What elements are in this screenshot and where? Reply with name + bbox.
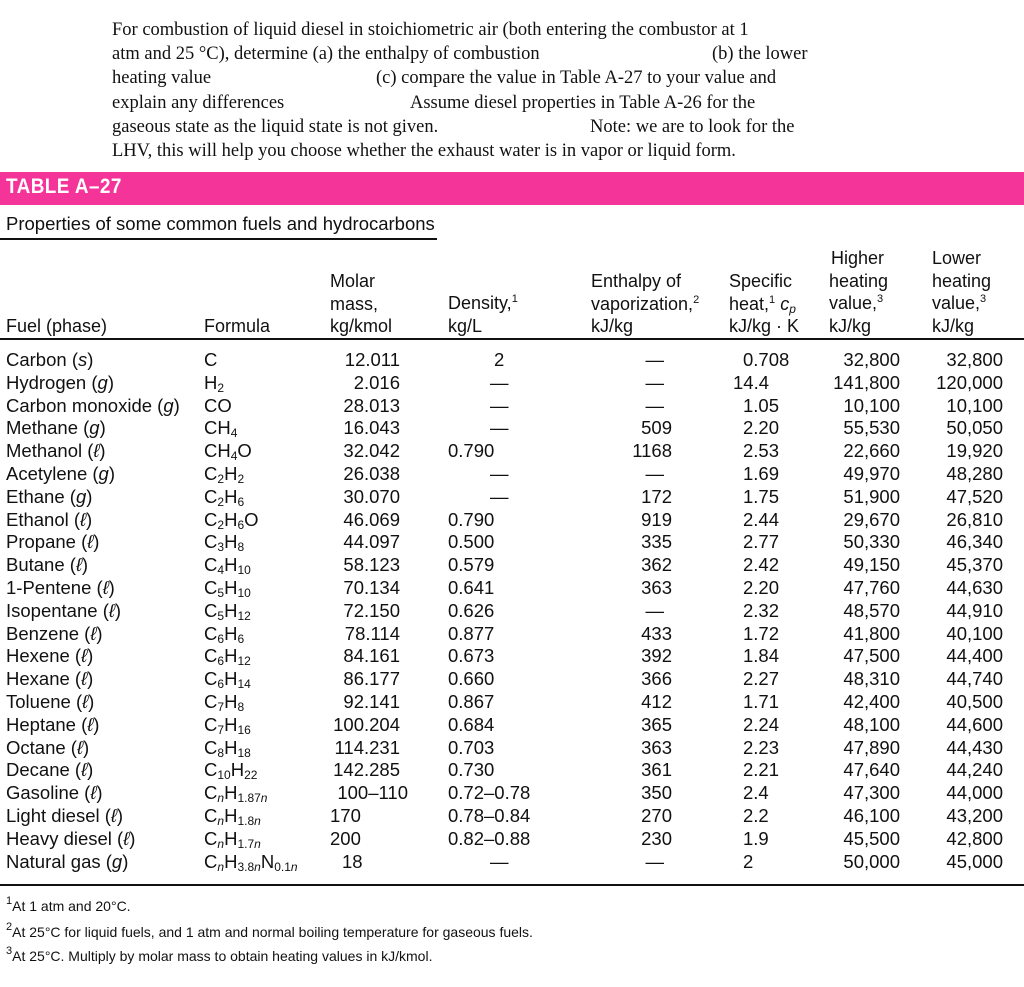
fuel-formula: $C_2H_6$ xyxy=(204,485,245,509)
cell-lhv: 43,200 xyxy=(946,805,1003,826)
cell-hhv: 48,570 xyxy=(843,599,900,621)
cell-vap: 919 xyxy=(641,508,672,530)
rule-header xyxy=(0,338,1024,340)
cell-hhv: 49,970 xyxy=(843,463,900,484)
problem-text: explain any differences xyxy=(112,92,285,113)
fuel-formula: $C_5H_{12}$ xyxy=(204,599,251,623)
fuel-formula: $H_2$ xyxy=(204,371,225,395)
cell-lhv: 46,340 xyxy=(946,531,1003,553)
problem-text: Note: we are to look for the xyxy=(590,116,795,137)
fuel-name: Heavy diesel (ℓ) xyxy=(6,827,136,849)
fuel-formula: $C_6H_{12}$ xyxy=(204,645,251,669)
cell-density: 0.579 xyxy=(448,554,495,576)
cell-density: 0.626 xyxy=(448,599,495,621)
cell-cp: 0.708 xyxy=(743,349,790,370)
cell-density: — xyxy=(490,485,509,507)
cell-density: 0.790 xyxy=(448,440,495,462)
cell-molar: 170 xyxy=(330,805,361,826)
problem-line xyxy=(112,91,872,115)
cell-hhv: 46,100 xyxy=(843,805,900,826)
cell-cp: 2.32 xyxy=(743,599,780,621)
fuel-formula: $C_6H_{14}$ xyxy=(204,668,251,692)
cell-cp: 1.9 xyxy=(743,827,769,849)
cell-cp: 1.71 xyxy=(743,691,780,712)
cell-cp: 2.21 xyxy=(743,759,780,781)
header-molar: Molar mass, kg/kmol xyxy=(330,271,393,336)
cell-molar: 86.177 xyxy=(343,668,400,690)
cell-molar: 12.011 xyxy=(344,349,400,370)
cell-molar: 28.013 xyxy=(343,394,400,416)
fuel-formula: CO xyxy=(204,394,232,416)
cell-vap: — xyxy=(645,463,664,484)
fuel-formula: $C_5H_{10}$ xyxy=(204,577,251,600)
fuel-name: 1-Pentene (ℓ) xyxy=(6,577,115,598)
cell-cp: 2 xyxy=(743,850,754,872)
cell-cp: 14.4 xyxy=(733,371,770,393)
cell-hhv: 47,300 xyxy=(843,782,900,804)
cell-cp: 2.42 xyxy=(743,554,780,576)
cell-vap: 335 xyxy=(641,531,672,553)
cell-vap: 1168 xyxy=(632,440,672,462)
cell-vap: — xyxy=(645,371,664,393)
cell-hhv: 42,400 xyxy=(843,691,900,712)
cell-lhv: 44,910 xyxy=(946,599,1003,621)
cell-hhv: 22,660 xyxy=(843,440,900,462)
fuel-name: Methane (g) xyxy=(6,417,106,439)
cell-lhv: 32,800 xyxy=(946,349,1003,370)
cell-lhv: 44,430 xyxy=(946,736,1003,758)
problem-text: Assume diesel properties in Table A-26 for the xyxy=(410,92,756,113)
cell-molar: 18 xyxy=(342,850,363,872)
cell-hhv: 47,500 xyxy=(843,645,900,667)
cell-density: 0.730 xyxy=(448,759,495,781)
cell-density: 0.660 xyxy=(448,668,495,690)
header-specific-heat: Specific heat,$^1$ $c_p$ kJ/kg · K xyxy=(729,271,800,336)
fuel-name: Hexane (ℓ) xyxy=(6,668,94,690)
fuel-name: Acetylene (g) xyxy=(6,463,116,484)
cell-molar: 78.114 xyxy=(344,622,400,644)
cell-vap: 230 xyxy=(641,827,672,849)
cell-lhv: 47,520 xyxy=(946,485,1003,507)
cell-molar: 70.134 xyxy=(343,577,400,598)
cell-density: 0.790 xyxy=(448,508,495,530)
cell-vap: 172 xyxy=(641,485,672,507)
cell-hhv: 50,330 xyxy=(843,531,900,553)
problem-line xyxy=(112,66,872,90)
cell-vap: 363 xyxy=(641,736,672,758)
table-banner xyxy=(0,172,1024,205)
cell-cp: 2.27 xyxy=(743,668,780,690)
cell-lhv: 44,630 xyxy=(946,577,1003,598)
cell-cp: 1.75 xyxy=(743,485,780,507)
cell-cp: 2.24 xyxy=(743,713,780,735)
fuel-formula: $CH_4O$ xyxy=(204,440,252,464)
problem-line xyxy=(112,139,872,163)
fuel-name: Hydrogen (g) xyxy=(6,371,114,393)
cell-density: — xyxy=(490,371,509,393)
header-formula: Formula xyxy=(204,316,271,336)
cell-cp: 1.72 xyxy=(743,622,780,644)
cell-lhv: 120,000 xyxy=(936,371,1003,393)
cell-cp: 1.05 xyxy=(743,394,780,416)
cell-cp: 2.20 xyxy=(743,577,780,598)
cell-molar: 200 xyxy=(330,827,361,849)
fuel-name: Carbon (s) xyxy=(6,349,94,370)
fuel-name: Gasoline (ℓ) xyxy=(6,782,103,804)
cell-vap: 509 xyxy=(641,417,672,439)
problem-text: LHV, this will help you choose whether the exhaust water is in vapor or liquid form. xyxy=(112,140,736,161)
cell-density: 0.78–0.84 xyxy=(448,805,531,826)
cell-molar: 100.204 xyxy=(333,713,400,735)
fuel-formula: C xyxy=(204,349,218,370)
cell-hhv: 55,530 xyxy=(843,417,900,439)
cell-hhv: 47,640 xyxy=(843,759,900,781)
fuel-name: Heptane (ℓ) xyxy=(6,713,100,735)
cell-hhv: 50,000 xyxy=(843,850,900,872)
cell-molar: 142.285 xyxy=(333,759,400,781)
cell-density: — xyxy=(490,463,509,484)
fuel-formula: $C_nH_{1.7n}$ xyxy=(204,827,261,851)
fuel-formula: $C_nH_{1.8n}$ xyxy=(204,805,261,828)
fuel-name: Isopentane (ℓ) xyxy=(6,599,122,621)
header-lhv: Lower heating value,$^3$ kJ/kg xyxy=(932,248,992,336)
cell-density: 0.72–0.78 xyxy=(448,782,531,804)
fuel-name: Ethane (g) xyxy=(6,485,93,507)
problem-line xyxy=(112,115,872,139)
cell-cp: 2.44 xyxy=(743,508,780,530)
fuel-formula: $C_2H_2$ xyxy=(204,463,245,486)
fuel-name: Ethanol (ℓ) xyxy=(6,508,93,530)
cell-molar: 26.038 xyxy=(343,463,400,484)
cell-lhv: 40,100 xyxy=(946,622,1003,644)
cell-density: 0.867 xyxy=(448,691,495,712)
cell-lhv: 42,800 xyxy=(946,827,1003,849)
cell-lhv: 44,240 xyxy=(946,759,1003,781)
cell-lhv: 45,370 xyxy=(946,554,1003,576)
cell-hhv: 51,900 xyxy=(843,485,900,507)
fuel-formula: $C_3H_8$ xyxy=(204,531,245,555)
cell-cp: 2.2 xyxy=(743,805,769,826)
cell-hhv: 141,800 xyxy=(833,371,900,393)
fuel-name: Propane (ℓ) xyxy=(6,531,100,553)
footnote: $^2$At 25°C for liquid fuels, and 1 atm and normal boiling temperature for gaseous fuels. xyxy=(6,921,533,940)
fuel-name: Carbon monoxide (g) xyxy=(6,394,180,416)
fuel-name: Butane (ℓ) xyxy=(6,554,89,576)
rule-bottom xyxy=(0,884,1024,886)
cell-hhv: 49,150 xyxy=(843,554,900,576)
cell-hhv: 48,100 xyxy=(843,713,900,735)
cell-molar: 32.042 xyxy=(343,440,400,462)
fuel-name: Light diesel (ℓ) xyxy=(6,805,124,826)
cell-density: 0.82–0.88 xyxy=(448,827,531,849)
cell-density: 0.703 xyxy=(448,736,495,758)
cell-density: 2 xyxy=(494,349,505,370)
cell-vap: — xyxy=(645,599,664,621)
cell-density: 0.500 xyxy=(448,531,495,553)
cell-cp: 2.20 xyxy=(743,417,780,439)
cell-vap: 433 xyxy=(641,622,672,644)
fuel-name: Natural gas (g) xyxy=(6,850,129,872)
cell-vap: 365 xyxy=(641,713,672,735)
cell-cp: 2.53 xyxy=(743,440,780,462)
fuel-formula: $C_nH_{1.87n}$ xyxy=(204,782,268,806)
fuel-formula: $C_{10}H_{22}$ xyxy=(204,759,258,783)
fuel-name: Decane (ℓ) xyxy=(6,759,94,781)
cell-vap: 270 xyxy=(641,805,672,826)
cell-hhv: 47,760 xyxy=(843,577,900,598)
cell-lhv: 44,000 xyxy=(946,782,1003,804)
header-fuel: Fuel (phase) xyxy=(6,316,108,336)
cell-molar: 46.069 xyxy=(343,508,400,530)
cell-vap: — xyxy=(645,850,664,872)
cell-vap: — xyxy=(645,349,664,370)
header-density: Density,$^1$ kg/L xyxy=(448,293,518,336)
cell-lhv: 50,050 xyxy=(946,417,1003,439)
cell-lhv: 48,280 xyxy=(946,463,1003,484)
footnote: $^3$At 25°C. Multiply by molar mass to obtain heating values in kJ/kmol. xyxy=(6,945,433,964)
cell-vap: 366 xyxy=(641,668,672,690)
fuel-name: Octane (ℓ) xyxy=(6,736,90,758)
rule-top xyxy=(0,238,437,240)
cell-cp: 2.77 xyxy=(743,531,780,553)
cell-lhv: 19,920 xyxy=(946,440,1003,462)
problem-text: heating value xyxy=(112,68,212,89)
cell-molar: 84.161 xyxy=(343,645,400,667)
table-title: Properties of some common fuels and hydrocarbons xyxy=(6,213,435,234)
cell-molar: 30.070 xyxy=(343,485,400,507)
fuel-formula: $C_2H_6O$ xyxy=(204,508,259,532)
cell-molar: 2.016 xyxy=(353,371,400,393)
cell-hhv: 47,890 xyxy=(843,736,900,758)
cell-lhv: 45,000 xyxy=(946,850,1003,872)
problem-text: (b) the lower xyxy=(712,44,808,65)
fuel-name: Benzene (ℓ) xyxy=(6,622,103,644)
problem-text: gaseous state as the liquid state is not given. xyxy=(112,116,439,137)
table-label: TABLE A–27 xyxy=(6,175,122,198)
cell-lhv: 10,100 xyxy=(946,394,1003,416)
fuel-formula: $CH_4$ xyxy=(204,417,238,441)
cell-molar: 100–110 xyxy=(337,782,408,804)
cell-hhv: 41,800 xyxy=(843,622,900,644)
cell-lhv: 44,400 xyxy=(946,645,1003,667)
problem-statement xyxy=(112,18,872,163)
cell-density: 0.877 xyxy=(448,622,495,644)
cell-vap: 361 xyxy=(641,759,672,781)
fuel-name: Toluene (ℓ) xyxy=(6,691,95,712)
cell-density: — xyxy=(490,417,509,439)
cell-hhv: 45,500 xyxy=(843,827,900,849)
cell-density: 0.684 xyxy=(448,713,495,735)
fuel-name: Methanol (ℓ) xyxy=(6,440,106,462)
cell-hhv: 29,670 xyxy=(843,508,900,530)
cell-cp: 1.69 xyxy=(743,463,780,484)
cell-vap: 363 xyxy=(641,577,672,598)
cell-vap: 350 xyxy=(641,782,672,804)
fuel-name: Hexene (ℓ) xyxy=(6,645,94,667)
cell-molar: 114.231 xyxy=(334,736,400,758)
cell-molar: 44.097 xyxy=(343,531,400,553)
cell-hhv: 48,310 xyxy=(843,668,900,690)
cell-density: 0.673 xyxy=(448,645,495,667)
cell-vap: 392 xyxy=(641,645,672,667)
footnote: $^1$At 1 atm and 20°C. xyxy=(6,895,131,914)
problem-line xyxy=(112,42,872,66)
fuel-formula: $C_4H_{10}$ xyxy=(204,554,251,578)
problem-line xyxy=(112,18,872,42)
cell-hhv: 32,800 xyxy=(843,349,900,370)
problem-text: (c) compare the value in Table A-27 to your value and xyxy=(376,68,777,89)
cell-density: — xyxy=(490,394,509,416)
cell-molar: 16.043 xyxy=(343,417,400,439)
cell-lhv: 44,600 xyxy=(946,713,1003,735)
cell-lhv: 40,500 xyxy=(946,691,1003,712)
cell-hhv: 10,100 xyxy=(843,394,900,416)
problem-text: atm and 25 °C), determine (a) the enthalpy of combustion xyxy=(112,44,540,65)
cell-cp: 2.23 xyxy=(743,736,780,758)
cell-lhv: 26,810 xyxy=(946,508,1003,530)
problem-text: For combustion of liquid diesel in stoichiometric air (both entering the combustor at 1 xyxy=(112,20,749,40)
cell-molar: 58.123 xyxy=(343,554,400,576)
cell-cp: 1.84 xyxy=(743,645,780,667)
fuel-formula: $C_6H_6$ xyxy=(204,622,245,646)
cell-vap: 412 xyxy=(641,691,672,712)
header-vaporization: Enthalpy of vaporization,$^2$ kJ/kg xyxy=(591,271,700,336)
cell-molar: 92.141 xyxy=(343,691,400,712)
cell-lhv: 44,740 xyxy=(946,668,1003,690)
header-hhv: Higher heating value,$^3$ kJ/kg xyxy=(829,248,889,336)
cell-density: — xyxy=(490,850,509,872)
fuel-formula: $C_7H_8$ xyxy=(204,691,245,714)
cell-density: 0.641 xyxy=(448,577,495,598)
cell-vap: 362 xyxy=(641,554,672,576)
fuel-formula: $C_8H_{18}$ xyxy=(204,736,251,760)
cell-cp: 2.4 xyxy=(743,782,769,804)
fuel-formula: $C_7H_{16}$ xyxy=(204,713,251,737)
cell-vap: — xyxy=(645,394,664,416)
cell-molar: 72.150 xyxy=(343,599,400,621)
fuel-formula: $C_nH_{3.8n}N_{0.1n}$ xyxy=(204,850,298,874)
